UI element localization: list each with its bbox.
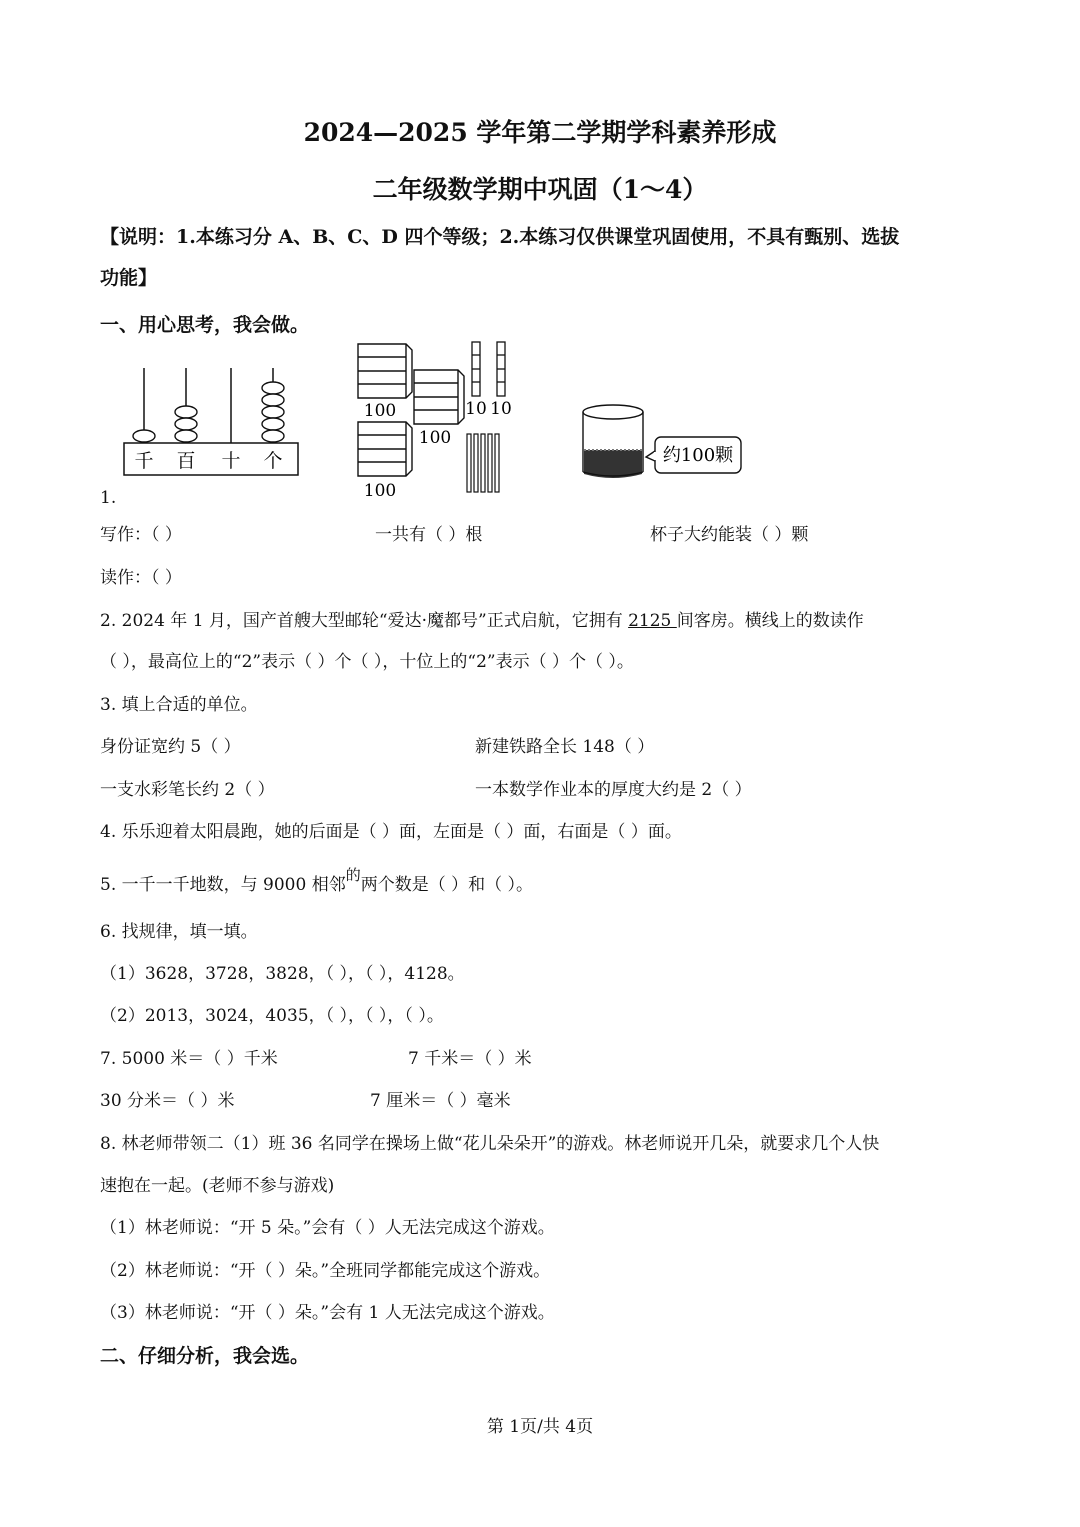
q6-part-2: （2）2013，3024，4035，（ ），（ ），（ ）。: [100, 1006, 444, 1026]
q2-underlined-number: 2125: [628, 611, 677, 631]
page-footer: 第 1页/共 4页: [486, 1417, 594, 1437]
q6-part-1: （1）3628，3728，3828，（ ），（ ），4128。: [100, 964, 465, 984]
q5-superscript: 的: [345, 866, 361, 884]
abacus-label-ones: 个: [263, 450, 283, 472]
q8-part-3: （3）林老师说：“开（ ）朵。”会有 1 人无法完成这个游戏。: [100, 1303, 555, 1323]
cup-figure: [583, 405, 643, 478]
q4: 4. 乐乐迎着太阳晨跑，她的后面是（ ）面，左面是（ ）面，右面是（ ）面。: [100, 822, 682, 842]
ten-rod-1-label: 10: [465, 399, 487, 419]
q3-a: 身份证宽约 5（ ）: [100, 737, 241, 757]
instructions-line-1: 【说明：1.本练习分 A、B、C、D 四个等级；2.本练习仅供课堂巩固使用，不具有甄别、选拔: [100, 226, 900, 248]
ten-rod-2: [497, 342, 505, 396]
q3-c: 一支水彩笔长约 2（ ）: [100, 780, 275, 800]
q5: [100, 866, 534, 895]
hundred-block-3: [358, 422, 412, 476]
cup-label: 约100颗: [662, 445, 734, 466]
q2-text-b: 间客房。横线上的数读作: [676, 611, 864, 631]
q7-c: 30 分米＝（ ）米: [100, 1091, 235, 1111]
hundred-block-1-label: 100: [363, 401, 397, 421]
page-title: 2024—2025 学年第二学期学科素养形成: [303, 118, 777, 147]
cup-callout: [646, 437, 741, 473]
hundred-block-2: [414, 370, 464, 424]
q8-part-1: （1）林老师说：“开 5 朵。”会有（ ）人无法完成这个游戏。: [100, 1218, 555, 1238]
q2-line-1: [100, 606, 864, 631]
page-subtitle: 二年级数学期中巩固（1～4）: [372, 175, 708, 204]
q7-a: 7. 5000 米＝（ ）千米: [100, 1049, 278, 1069]
section-1-heading: 一、用心思考，我会做。: [100, 314, 310, 336]
abacus-label-tens: 十: [221, 450, 241, 472]
q2-line-2: （ ），最高位上的“2”表示（ ）个（ ），十位上的“2”表示（ ）个（ ）。: [100, 652, 634, 672]
q5-text-b: 两个数是（ ）和（ ）。: [360, 875, 534, 895]
ten-rod-2-label: 10: [490, 399, 512, 419]
section-2-heading: 二、仔细分析，我会选。: [100, 1345, 310, 1367]
hundred-block-3-label: 100: [363, 481, 397, 500]
abacus-label-hundreds: 百: [176, 450, 196, 472]
abacus-label-thousands: 千: [134, 450, 154, 472]
q1-cup: 杯子大约能装（ ）颗: [650, 525, 809, 545]
instructions-line-2: 功能】: [100, 267, 158, 289]
q2-text-a: 2. 2024 年 1 月，国产首艘大型邮轮“爱达·魔都号”正式启航，它拥有: [100, 611, 629, 631]
q8-part-2: （2）林老师说：“开（ ）朵。”全班同学都能完成这个游戏。: [100, 1261, 551, 1281]
q5-text-a: 5. 一千一千地数，与 9000 相邻: [100, 875, 346, 895]
q7-b: 7 千米＝（ ）米: [408, 1049, 532, 1069]
q3-b: 新建铁路全长 148（ ）: [475, 737, 655, 757]
hundred-block-1: [358, 344, 412, 398]
q8-line-2: 速抱在一起。(老师不参与游戏): [100, 1176, 335, 1196]
q1-sticks: 一共有（ ）根: [375, 525, 483, 545]
q8-line-1: 8. 林老师带领二（1）班 36 名同学在操场上做“花儿朵朵开”的游戏。林老师说开几朵，就要求几个人快: [100, 1134, 880, 1154]
ten-rod-1: [472, 342, 480, 396]
q1-read: 读作：（ ）: [100, 568, 182, 588]
hundred-block-2-label: 100: [418, 428, 452, 448]
q7-d: 7 厘米＝（ ）毫米: [370, 1091, 511, 1111]
q6-title: 6. 找规律，填一填。: [100, 922, 258, 942]
q3-title: 3. 填上合适的单位。: [100, 695, 258, 715]
q3-d: 一本数学作业本的厚度大约是 2（ ）: [475, 780, 752, 800]
q1-figures: [0, 330, 1080, 500]
q1-write: 写作：（ ）: [100, 525, 182, 545]
abacus-figure: [124, 368, 298, 475]
sticks-bundle: [467, 434, 499, 492]
q1-number: 1.: [100, 488, 117, 508]
